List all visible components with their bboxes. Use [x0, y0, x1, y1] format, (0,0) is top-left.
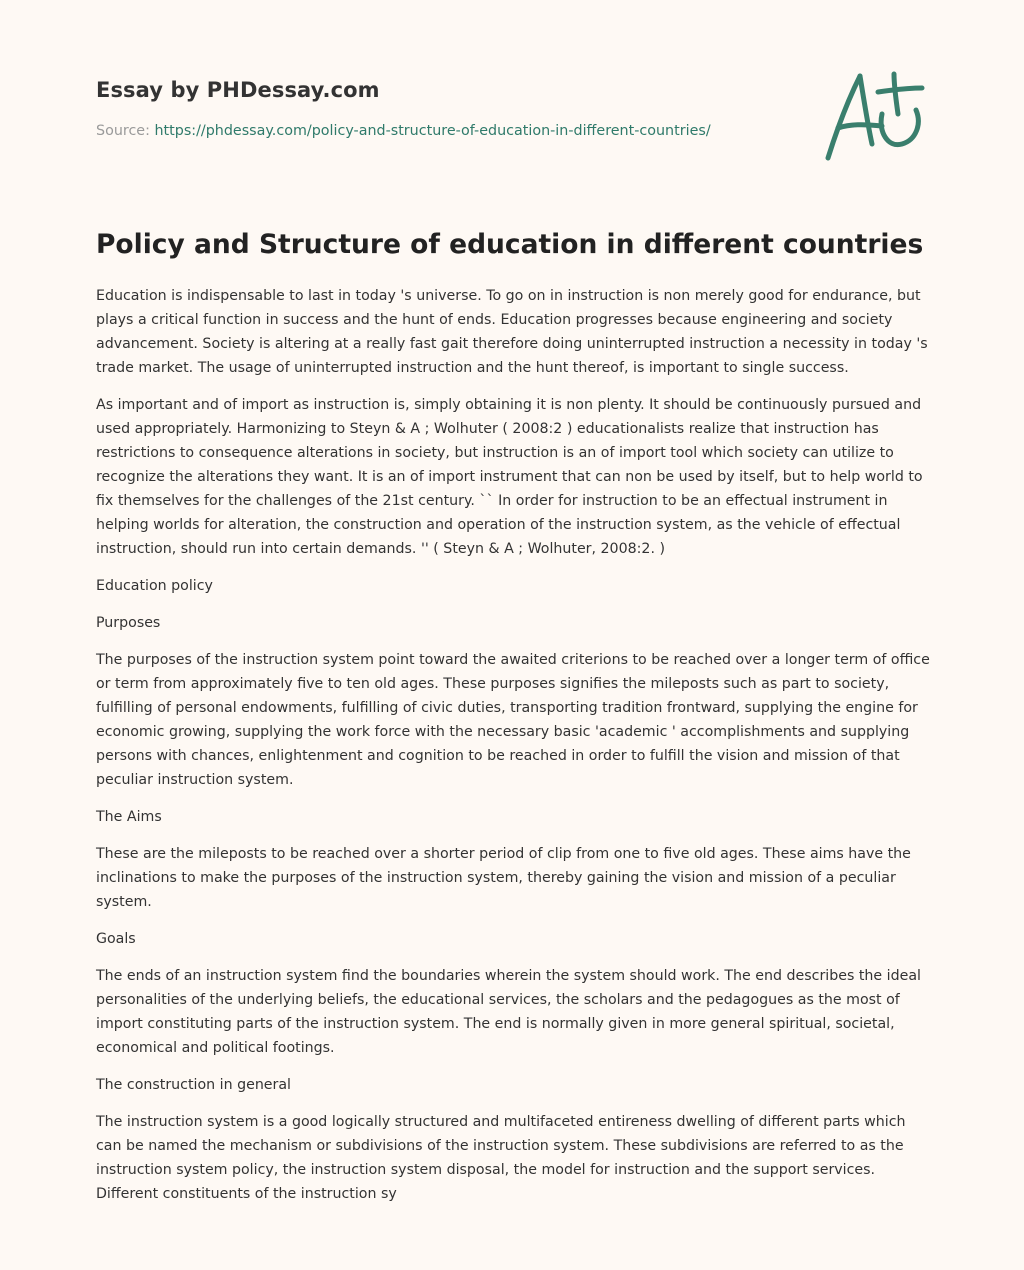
body-paragraph: The ends of an instruction system find the boundaries wherein the system should work. The end describes the ideal personalities of the underlying beliefs, the educational services, the scholars and the pedagogues as the most of import constituting parts of the instruction system. The end is normally given in more general spiritual, societal, economical and political footings. — [96, 968, 921, 1056]
source-link[interactable]: https://phdessay.com/policy-and-structure-of-education-in-different-countries/ — [154, 123, 711, 139]
a-plus-logo-icon — [818, 66, 930, 166]
site-brand: Essay by PHDessay.com — [96, 78, 380, 102]
section-heading: The construction in general — [96, 1077, 292, 1093]
body-paragraph: As important and of import as instruction is, simply obtaining it is non plenty. It should be continuously pursued and used appropriately. Harmonizing to Steyn & A ; Wolhuter ( 2008:2 ) educationalists realize that instruction has restrictions to consequence alterations in society, but instruction is an of import tool which society can utilize to recognize the alterations they want. It is an of import instrument that can non be used by itself, but to help world to fix themselves for the challenges of the 21st century. `` In order for instruction to be an effectual instrument in helping worlds for alteration, the construction and operation of the instruction system, as the vehicle of effectual instruction, should run into certain demands. '' ( Steyn & A ; Wolhuter, 2008:2. ) — [96, 397, 923, 557]
section-heading: Purposes — [96, 615, 161, 631]
source-line — [96, 121, 796, 141]
source-label: Source: — [96, 123, 155, 139]
body-paragraph: Education is indispensable to last in today 's universe. To go on in instruction is non merely good for endurance, but plays a critical function in success and the hunt of ends. Education progresses because engineering and society advancement. Society is altering at a really fast gait therefore doing uninterrupted instruction a necessity in today 's trade market. The usage of uninterrupted instruction and the hunt thereof, is important to single success. — [96, 288, 928, 376]
article-title: Policy and Structure of education in different countries — [96, 229, 924, 260]
section-heading: Education policy — [96, 578, 213, 594]
body-paragraph: The purposes of the instruction system point toward the awaited criterions to be reached over a longer term of office or term from approximately five to ten old ages. These purposes signifies the mileposts such as part to society, fulfilling of personal endowments, fulfilling of civic duties, transporting tradition frontward, supplying the engine for economic growing, supplying the work force with the necessary basic 'academic ' accomplishments and supplying persons with chances, enlightenment and cognition to be reached in order to fulfill the vision and mission of that peculiar instruction system. — [96, 652, 930, 788]
header — [96, 76, 796, 141]
body-paragraph: The instruction system is a good logically structured and multifaceted entireness dwelling of different parts which can be named the mechanism or subdivisions of the instruction system. These subdivisions are referred to as the instruction system policy, the instruction system disposal, the model for instruction and the support services. Different constituents of the instruction sy — [96, 1114, 906, 1202]
article-body — [96, 284, 932, 1219]
section-heading: The Aims — [96, 809, 162, 825]
section-heading: Goals — [96, 931, 136, 947]
body-paragraph: These are the mileposts to be reached over a shorter period of clip from one to five old ages. These aims have the inclinations to make the purposes of the instruction system, thereby gaining the vision and mission of a peculiar system. — [96, 846, 911, 910]
